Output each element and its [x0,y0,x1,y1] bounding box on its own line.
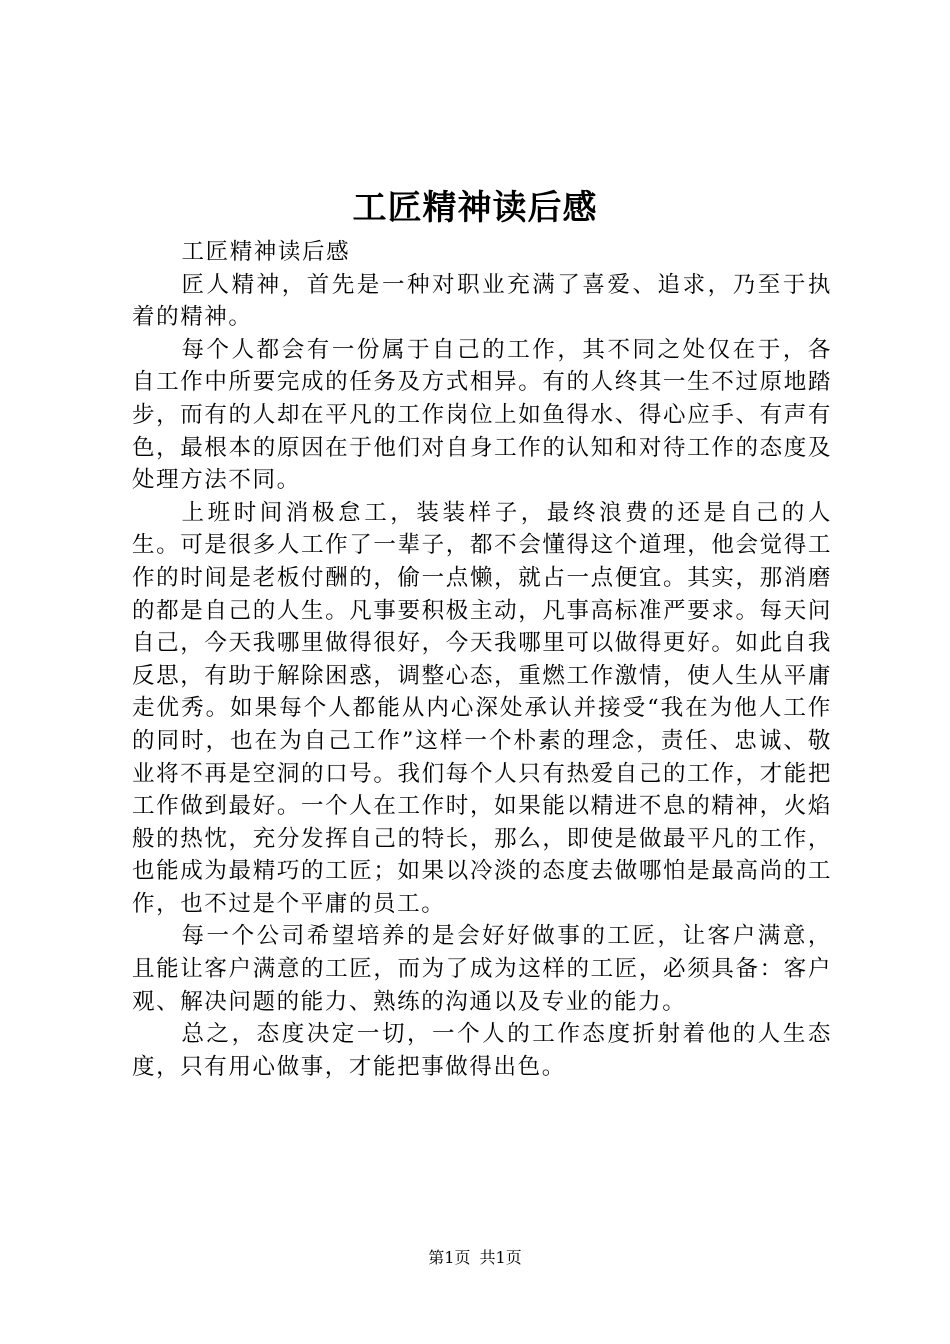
page-number-total: 共1页 [479,1248,522,1267]
paragraph: 匠人精神，首先是一种对职业充满了喜爱、追求，乃至于执着的精神。 [132,271,832,331]
page-footer [0,1248,950,1268]
paragraph: 每一个公司希望培养的是会好好做事的工匠，让客户满意，且能让客户满意的工匠，而为了成为这样的工匠，必须具备：客户观、解决问题的能力、熟练的沟通以及专业的能力。 [132,923,832,1015]
page-number-current: 第1页 [428,1248,471,1267]
paragraph: 上班时间消极怠工，装装样子，最终浪费的还是自己的人生。可是很多人工作了一辈子，都不会懂得这个道理，他会觉得工作的时间是老板付酬的，偷一点懒，就占一点便宜。其实，那消磨的都是自己的人生。凡事要积极主动，凡事高标准严要求。每天问自己，今天我哪里做得很好，今天我哪里可以做得更好。如此自我反思，有助于解除困惑，调整心态，重燃工作激情，使人生从平庸走优秀。如果每个人都能从内心深处承认并接受“我在为他人工作的同时，也在为自己工作”这样一个朴素的理念，责任、忠诚、敬业将不再是空洞的口号。我们每个人只有热爱自己的工作，才能把工作做到最好。一个人在工作时，如果能以精进不息的精神，火焰般的热忱，充分发挥自己的特长，那么，即使是做最平凡的工作，也能成为最精巧的工匠；如果以冷淡的态度去做哪怕是最高尚的工作，也不过是个平庸的员工。 [132,499,832,917]
paragraph: 每个人都会有一份属于自己的工作，其不同之处仅在于，各自工作中所要完成的任务及方式相异。有的人终其一生不过原地踏步，而有的人却在平凡的工作岗位上如鱼得水、得心应手、有声有色，最根本的原因在于他们对自身工作的认知和对待工作的态度及处理方法不同。 [132,336,832,494]
paragraph: 总之，态度决定一切，一个人的工作态度折射着他的人生态度，只有用心做事，才能把事做得出色。 [132,1021,832,1080]
document-title: 工匠精神读后感 [352,188,598,228]
document-body [132,236,832,1083]
paragraph-subtitle: 工匠精神读后感 [181,239,351,265]
